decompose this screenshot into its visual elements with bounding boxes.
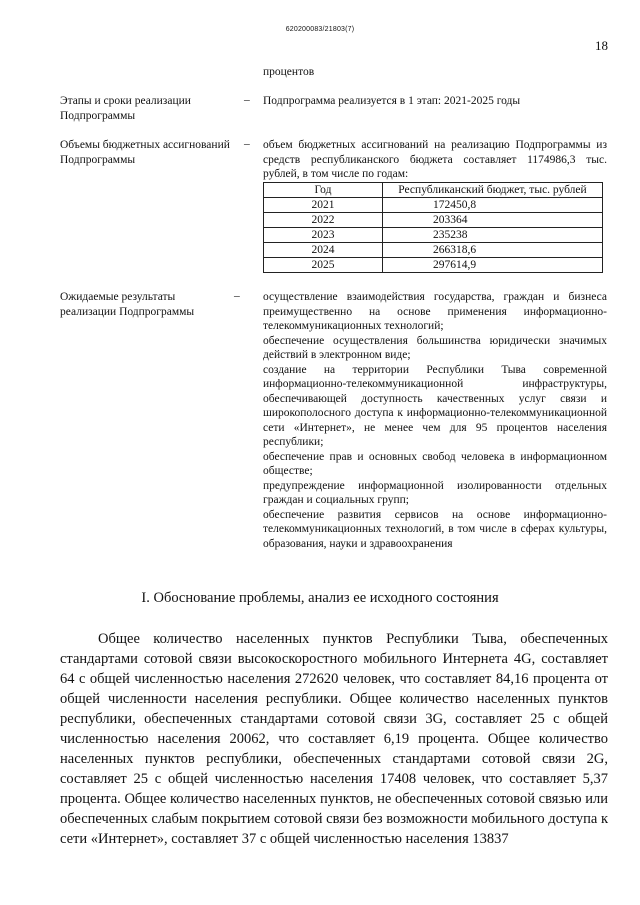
budget-amount-cell: 172450,8 [383,198,603,213]
page-number: 18 [595,38,608,53]
budget-year-cell: 2022 [264,213,383,228]
budget-amount-cell: 266318,6 [383,243,603,258]
budget-year-cell: 2023 [264,228,383,243]
budget-year-cell: 2024 [264,243,383,258]
continued-fragment: процентов [263,66,315,78]
budget-header-amount: Республиканский бюджет, тыс. рублей [383,183,603,198]
budget-header-year: Год [264,183,383,198]
budget-table [263,182,603,273]
table-row [264,258,603,273]
result-item: создание на территории Республики Тыва современной информационно-телекоммуникационной инфраструктуры, обеспечивающей доступность качественных услуг связи и широкополосного доступа к информационно-телекоммуникационной сети «Интернет», не менее чем для 95 процентов населения республики; [263,363,607,448]
budget-amount-cell: 297614,9 [383,258,603,273]
budget-year-cell: 2021 [264,198,383,213]
budget-amount-cell: 203364 [383,213,603,228]
result-item: обеспечение осуществления большинства юридически значимых действий в электронном виде; [263,334,607,361]
table-row [264,198,603,213]
stages-dash: – [244,94,250,106]
budget-label: Объемы бюджетных ассигнований Подпрограммы [60,139,230,166]
results-dash: – [234,290,240,302]
document-number: 620200083/21803(7) [285,26,355,33]
budget-amount-cell: 235238 [383,228,603,243]
table-row [264,243,603,258]
result-item: осуществление взаимодействия государства, граждан и бизнеса преимущественно на основе применения информационно-телекоммуникационных технологий; [263,291,607,332]
results-label: Ожидаемые результаты реализации Подпрограммы [60,291,195,318]
budget-intro: объем бюджетных ассигнований на реализацию Подпрограммы из средств республиканского бюджета составляет 1174986,3 тыс. рублей, в том числе по годам: [263,139,607,180]
results-list [263,290,607,551]
result-item: обеспечение прав и основных свобод человека в информационном обществе; [263,450,607,477]
table-row [264,213,603,228]
budget-table-header [264,183,603,198]
body-paragraph: Общее количество населенных пунктов Республики Тыва, обеспеченных стандартами сотовой связи высокоскоростного мобильного Интернета 4G, составляет 64 с общей численностью населения 272620 человек, что составляет 84,16 процента от общей численности населения республики. Общее количество населенных пунктов республики, обеспеченных стандартами сотовой связи 3G, составляет 25 с общей численностью населения 20062, что составляет 6,19 процента. Общее количество населенных пунктов республики, обеспеченных стандартами сотовой связи 2G, составляет 25 с общей численностью населения 17408 человек, что составляет 5,37 процента. Общее количество населенных пунктов, не обеспеченных сотовой связью или обеспеченных слабым покрытием сотовой связи без возможности мобильного доступа к сети «Интернет», составляет 37 с общей численностью населения 13837 [60,631,608,847]
budget-year-cell: 2025 [264,258,383,273]
stages-label: Этапы и сроки реализации Подпрограммы [60,95,191,122]
budget-dash: – [244,138,250,150]
table-row [264,228,603,243]
result-item: предупреждение информационной изолированности отдельных граждан и социальных групп; [263,479,607,506]
result-item: обеспечение развития сервисов на основе информационно-телекоммуникационных технологий, в том числе в сферах культуры, образования, науки и здравоохранения [263,508,607,550]
section-title: I. Обоснование проблемы, анализ ее исходного состояния [141,590,499,606]
stages-value: Подпрограмма реализуется в 1 этап: 2021-2025 годы [263,95,521,107]
